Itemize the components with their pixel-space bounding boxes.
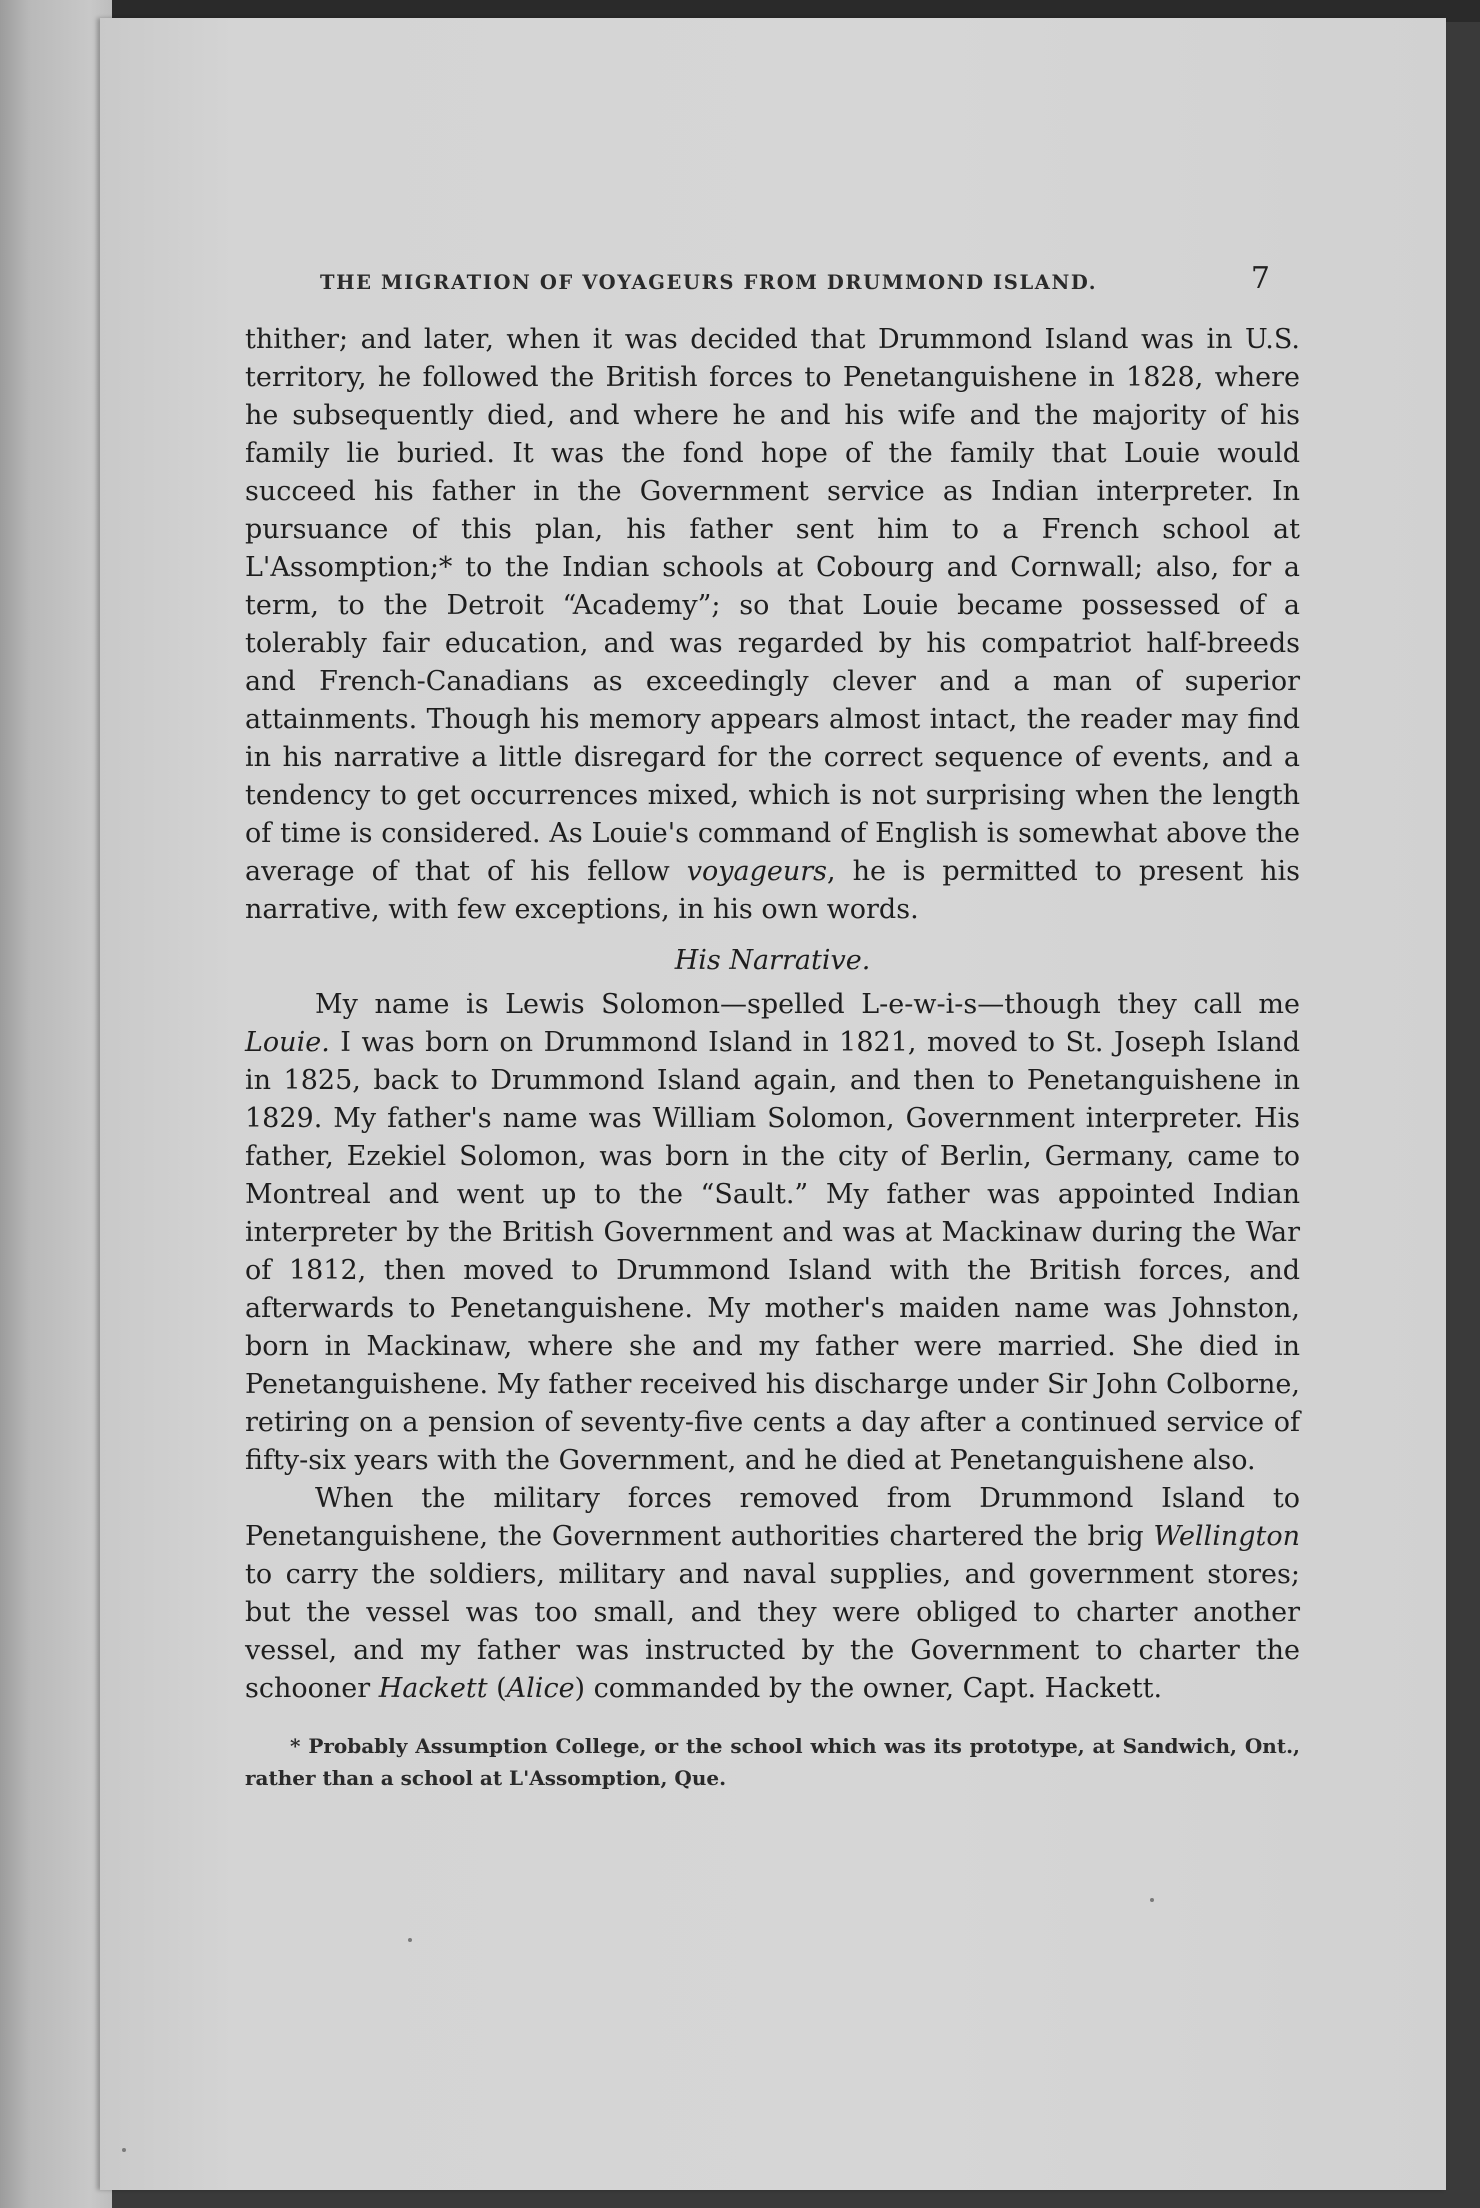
intro-text-2: , he is permitted to present his narrative, with few exceptions, in his own words. [245,856,1300,925]
page-content [245,243,1300,1814]
intro-paragraph [245,321,1300,929]
scan-speck [122,2148,126,2152]
intro-italic: voyageurs [686,856,827,887]
narrative-2-italic-1: Wellington [1153,1521,1300,1552]
narrative-2-text-4: ) commanded by the owner, Capt. Hackett. [574,1673,1163,1704]
narrative-1-text-2: I was born on Drummond Island in 1821, moved to St. Joseph Island in 1825, back to Drummond Island again, and then to Penetanguishene in 1829. My father's name was William Solomon, Government interpreter. His father, Ezekiel Solomon, was born in the city of Berlin, Germany, came to Montreal and went up to the “Sault.” My father was appointed Indian interpreter by the British Government and was at Mackinaw during the War of 1812, then moved to Drummond Island with the British forces, and afterwards to Penetanguishene. My mother's maiden name was Johnston, born in Mackinaw, where she and my father were married. She died in Penetanguishene. My father received his discharge under Sir John Colborne, retiring on a pension of seventy-five cents a day after a continued service of fifty-six years with the Government, and he died at Penetanguishene also. [245,1027,1300,1476]
page-number: 7 [1250,261,1270,296]
scan-speck [408,1938,412,1942]
narrative-paragraph-2 [245,1480,1300,1708]
scan-speck [1150,1898,1154,1902]
narrative-1-text-1: My name is Lewis Solomon—spelled L-e-w-i-s—though they call me [315,989,1300,1020]
narrative-2-text-2: to carry the soldiers, military and naval supplies, and government stores; but the vessel was too small, and they were obliged to charter another vessel, and my father was instructed by the Government to charter the schooner [245,1559,1300,1704]
narrative-2-italic-3: Alice [506,1673,575,1704]
intro-text-1: thither; and later, when it was decided that Drummond Island was in U.S. territory, he followed the British forces to Penetanguishene in 1828, where he subsequently died, and where he and his wife and the majority of his family lie buried. It was the fond hope of the family that Louie would succeed his father in the Government service as Indian interpreter. In pursuance of this plan, his father sent him to a French school at L'Assomption;* to the Indian schools at Cobourg and Cornwall; also, for a term, to the Detroit “Academy”; so that Louie became possessed of a tolerably fair education, and was regarded by his compatriot half-breeds and French-Canadians as exceedingly clever and a man of superior attainments. Though his memory appears almost intact, the reader may find in his narrative a little disregard for the correct sequence of events, and a tendency to get occurrences mixed, which is not surprising when the length of time is considered. As Louie's command of English is somewhat above the average of that of his fellow [245,324,1300,887]
page-header [245,243,1300,303]
running-head: THE MIGRATION OF VOYAGEURS FROM DRUMMOND ISLAND. [320,271,1098,294]
book-page [100,18,1446,2190]
narrative-2-text-1: When the military forces removed from Drummond Island to Penetanguishene, the Government authorities chartered the brig [245,1483,1300,1552]
narrative-1-italic: Louie. [245,1027,330,1058]
narrative-paragraph-1 [245,986,1300,1480]
section-title: His Narrative. [674,945,871,976]
narrative-2-italic-2: Hackett [378,1673,488,1704]
narrative-2-text-3: ( [487,1673,507,1704]
scan-left-margin [0,0,112,2208]
footnote: * Probably Assumption College, or the school which was its prototype, at Sandwich, Ont., rather than a school at L'Assomption, Que. [245,1734,1300,1790]
